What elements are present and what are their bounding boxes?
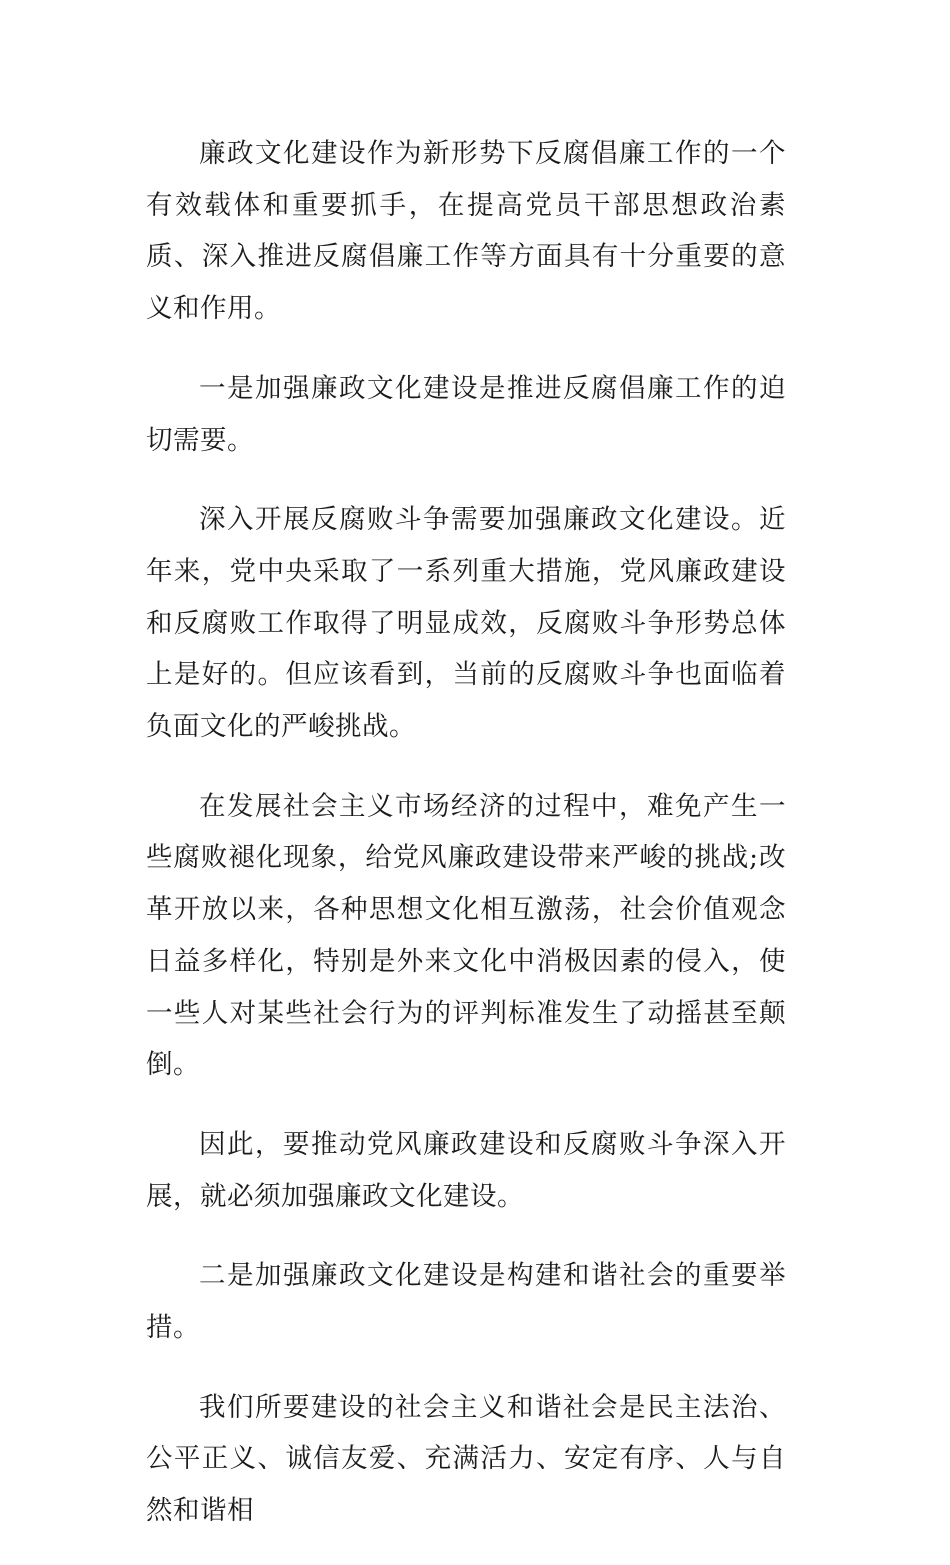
document-body bbox=[146, 128, 786, 1565]
paragraph-point-one-heading: 一是加强廉政文化建设是推进反腐倡廉工作的迫切需要。 bbox=[146, 372, 786, 456]
paragraph-anti-corruption: 深入开展反腐败斗争需要加强廉政文化建设。近年来，党中央采取了一系列重大措施，党风廉政建设和反腐败工作取得了明显成效，反腐败斗争形势总体上是好的。但应该看到，当前的反腐败斗争也面临着负面文化的严峻挑战。 bbox=[146, 504, 786, 743]
paragraph-market-economy: 在发展社会主义市场经济的过程中，难免产生一些腐败褪化现象，给党风廉政建设带来严峻的挑战;改革开放以来，各种思想文化相互激荡，社会价值观念日益多样化，特别是外来文化中消极因素的侵入，使一些人对某些社会行为的评判标准发生了动摇甚至颠倒。 bbox=[146, 790, 786, 1081]
paragraph-point-two-heading: 二是加强廉政文化建设是构建和谐社会的重要举措。 bbox=[146, 1260, 786, 1344]
paragraph-intro: 廉政文化建设作为新形势下反腐倡廉工作的一个有效载体和重要抓手，在提高党员干部思想政治素质、深入推进反腐倡廉工作等方面具有十分重要的意义和作用。 bbox=[146, 138, 786, 325]
paragraph-conclusion-one: 因此，要推动党风廉政建设和反腐败斗争深入开展，就必须加强廉政文化建设。 bbox=[146, 1128, 786, 1212]
paragraph-harmonious-society: 我们所要建设的社会主义和谐社会是民主法治、公平正义、诚信友爱、充满活力、安定有序、人与自然和谐相 bbox=[146, 1391, 786, 1527]
